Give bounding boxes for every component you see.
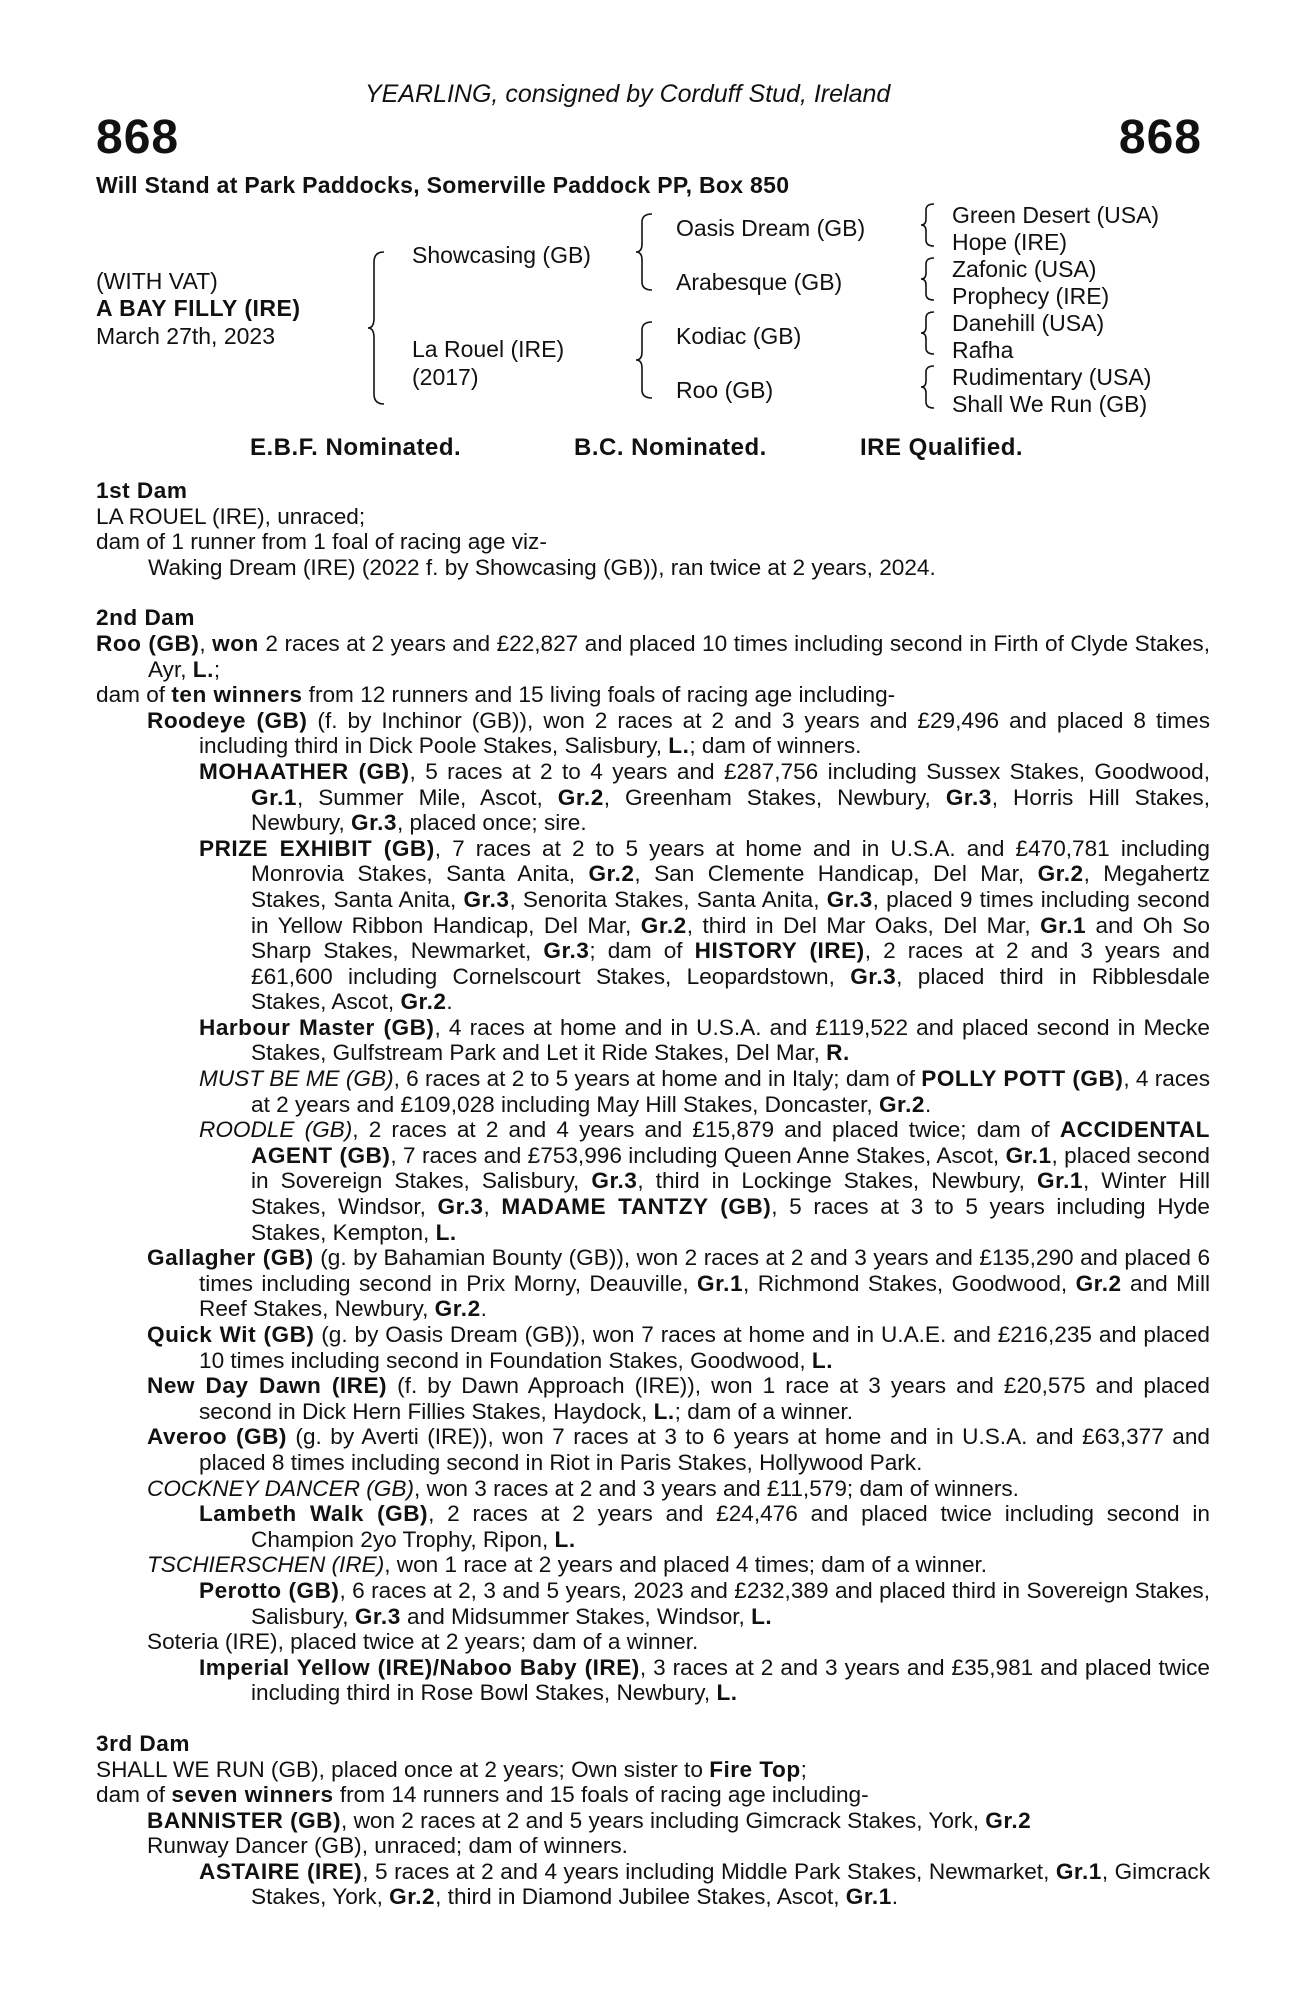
produce-entry-lambeth-walk: Lambeth Walk (GB), 2 races at 2 years and £24,476 and placed twice including second in Champion 2yo Trophy, Ripon, L. — [199, 1501, 1210, 1552]
first-dam-produce-summary: dam of 1 runner from 1 foal of racing age viz- — [96, 529, 547, 555]
bc-nominated: B.C. Nominated. — [574, 434, 767, 461]
ebf-nominated: E.B.F. Nominated. — [250, 434, 462, 461]
ire-qualified: IRE Qualified. — [860, 434, 1024, 461]
first-dam-line: LA ROUEL (IRE), unraced; — [96, 503, 366, 529]
produce-entry-mohaather: MOHAATHER (GB), 5 races at 2 to 4 years and £287,756 including Sussex Stakes, Goodwood, Gr.1, Summer Mile, Ascot, Gr.2, Greenham Stakes, Newbury, Gr.3, Horris Hill Stakes, Newbury, Gr.3, placed once; sire. — [199, 758, 1210, 836]
pedigree-g3-5: Danehill (USA) — [952, 310, 1105, 336]
second-dam-produce-summary: dam of ten winners from 12 runners and 15 living foals of racing age including- — [96, 682, 896, 708]
produce-entry-harbour-master: Harbour Master (GB), 4 races at home and in U.S.A. and £119,522 and placed second in Mecke Stakes, Gulfstream Park and Let it Ride Stakes, Del Mar, R. — [199, 1014, 1210, 1066]
third-dam-heading: 3rd Dam — [96, 1730, 190, 1756]
pedigree-sire-sire: Oasis Dream (GB) — [676, 215, 866, 241]
pedigree-g3-8: Shall We Run (GB) — [952, 391, 1148, 417]
second-dam-entry: Roo (GB), won 2 races at 2 years and £22,827 and placed 10 times including second in Firth of Clyde Stakes, Ayr, L.; — [96, 630, 1210, 682]
foaling-date: March 27th, 2023 — [96, 323, 276, 349]
vat-note: (WITH VAT) — [96, 268, 218, 294]
first-dam-heading: 1st Dam — [96, 478, 188, 503]
produce-entry-perotto: Perotto (GB), 6 races at 2, 3 and 5 years, 2023 and £232,389 and placed third in Sovereign Stakes, Salisbury, Gr.3 and Midsummer Stakes, Windsor, L. — [199, 1577, 1210, 1629]
pedigree-g3-6: Rafha — [952, 337, 1014, 363]
first-dam-produce-entry: Waking Dream (IRE) (2022 f. by Showcasing (GB)), ran twice at 2 years, 2024. — [148, 554, 936, 580]
pedigree-dam-sire: Kodiac (GB) — [676, 323, 802, 349]
produce-entry-prize-exhibit: PRIZE EXHIBIT (GB), 7 races at 2 to 5 years at home and in U.S.A. and £470,781 including Monrovia Stakes, Santa Anita, Gr.2, San Clemente Handicap, Del Mar, Gr.2, Megahertz Stakes, Santa Anita, Gr.3, Senorita Stakes, Santa Anita, Gr.3, placed 9 times including second in Yellow Ribbon Handicap, Del Mar, Gr.2, third in Del Mar Oaks, Del Mar, Gr.1 and Oh So Sharp Stakes, Newmarket, Gr.3; dam of HISTORY (IRE), 2 races at 2 and 3 years and £61,600 including Cornelscourt Stakes, Leopardstown, Gr.3, placed third in Ribblesdale Stakes, Ascot, Gr.2. — [199, 835, 1211, 1015]
produce-entry-cockney-dancer: COCKNEY DANCER (GB), won 3 races at 2 and 3 years and £11,579; dam of winners. — [147, 1475, 1019, 1501]
lot-number-left: 868 — [96, 111, 180, 164]
produce-entry-roodeye: Roodeye (GB) (f. by Inchinor (GB)), won 2 races at 2 and 3 years and £29,496 and placed 8 times including third in Dick Poole Stakes, Salisbury, L.; dam of winners. — [147, 707, 1210, 759]
pedigree-g3-2: Hope (IRE) — [952, 229, 1068, 255]
pedigree-g3-4: Prophecy (IRE) — [952, 283, 1110, 309]
produce-entry-bannister: BANNISTER (GB), won 2 races at 2 and 5 years including Gimcrack Stakes, York, Gr.2 — [147, 1807, 1032, 1833]
produce-entry-roodle: ROODLE (GB), 2 races at 2 and 4 years and £15,879 and placed twice; dam of ACCIDENTAL AGENT (GB), 7 races and £753,996 including Queen Anne Stakes, Ascot, Gr.1, placed second in Sovereign Stakes, Salisbury, Gr.3, third in Lockinge Stakes, Newbury, Gr.1, Winter Hill Stakes, Windsor, Gr.3, MADAME TANTZY (GB), 5 races at 3 to 5 years including Hyde Stakes, Kempton, L. — [199, 1117, 1210, 1245]
pedigree-dam: La Rouel (IRE) — [412, 336, 565, 362]
produce-entry-soteria: Soteria (IRE), placed twice at 2 years; dam of a winner. — [147, 1629, 699, 1655]
pedigree-g3-1: Green Desert (USA) — [952, 202, 1160, 228]
pedigree-bracket-sire — [638, 214, 658, 290]
produce-entry-imperial-yellow: Imperial Yellow (IRE)/Naboo Baby (IRE), 3 races at 2 and 3 years and £35,981 and placed twice including third in Rose Bowl Stakes, Newbury, L. — [199, 1654, 1210, 1706]
produce-entry-tschierschen: TSCHIERSCHEN (IRE), won 1 race at 2 years and placed 4 times; dam of a winner. — [147, 1552, 988, 1578]
produce-entry-runway-dancer: Runway Dancer (GB), unraced; dam of winners. — [147, 1833, 628, 1859]
produce-entry-must-be-me: MUST BE ME (GB), 6 races at 2 to 5 years at home and in Italy; dam of POLLY POTT (GB), 4 races at 2 years and £109,028 including May Hill Stakes, Doncaster, Gr.2. — [199, 1066, 1211, 1117]
pedigree-dam-year: (2017) — [412, 364, 479, 390]
pedigree-bracket-g3 — [922, 312, 938, 354]
pedigree-sire: Showcasing (GB) — [412, 242, 591, 268]
pedigree-bracket-g1 — [922, 204, 938, 246]
pedigree-bracket-g2 — [922, 258, 938, 300]
pedigree-g3-3: Zafonic (USA) — [952, 256, 1097, 282]
catalogue-body — [96, 478, 1210, 1910]
lot-number-right: 868 — [1118, 111, 1202, 164]
catalogue-subtitle: YEARLING, consigned by Corduff Stud, Ireland — [365, 80, 891, 108]
produce-entry-astaire: ASTAIRE (IRE), 5 races at 2 and 4 years including Middle Park Stakes, Newmarket, Gr.1, Gimcrack Stakes, York, Gr.2, third in Diamond Jubilee Stakes, Ascot, Gr.1. — [199, 1858, 1211, 1910]
pedigree-sire-dam: Arabesque (GB) — [676, 269, 843, 295]
pedigree-bracket-dam — [638, 322, 658, 398]
horse-name: A BAY FILLY (IRE) — [96, 295, 301, 321]
second-dam-heading: 2nd Dam — [96, 605, 195, 631]
pedigree-dam-dam: Roo (GB) — [676, 377, 774, 403]
produce-entry-quick-wit: Quick Wit (GB) (g. by Oasis Dream (GB)), won 7 races at home and in U.A.E. and £216,235 and placed 10 times including second in Foundation Stakes, Goodwood, L. — [147, 1322, 1210, 1373]
produce-entry-new-day-dawn: New Day Dawn (IRE) (f. by Dawn Approach (IRE)), won 1 race at 3 years and £20,575 and placed second in Dick Hern Fillies Stakes, Haydock, L.; dam of a winner. — [147, 1373, 1210, 1424]
pedigree-g3-7: Rudimentary (USA) — [952, 364, 1152, 390]
third-dam-entry: SHALL WE RUN (GB), placed once at 2 years; Own sister to Fire Top; — [96, 1756, 807, 1782]
produce-entry-gallagher: Gallagher (GB) (g. by Bahamian Bounty (GB)), won 2 races at 2 and 3 years and £135,290 and placed 6 times including second in Prix Morny, Deauville, Gr.1, Richmond Stakes, Goodwood, Gr.2 and Mill Reef Stakes, Newbury, Gr.2. — [147, 1245, 1211, 1322]
produce-entry-averoo: Averoo (GB) (g. by Averti (IRE)), won 7 races at 3 to 6 years at home and in U.S.A. and £63,377 and placed 8 times including second in Riot in Paris Stakes, Hollywood Park. — [147, 1424, 1210, 1475]
third-dam-produce-summary: dam of seven winners from 14 runners and 15 foals of racing age including- — [96, 1782, 869, 1808]
stand-location: Will Stand at Park Paddocks, Somerville Paddock PP, Box 850 — [96, 172, 790, 198]
pedigree-bracket-main — [370, 252, 390, 404]
pedigree-bracket-g4 — [922, 366, 938, 408]
